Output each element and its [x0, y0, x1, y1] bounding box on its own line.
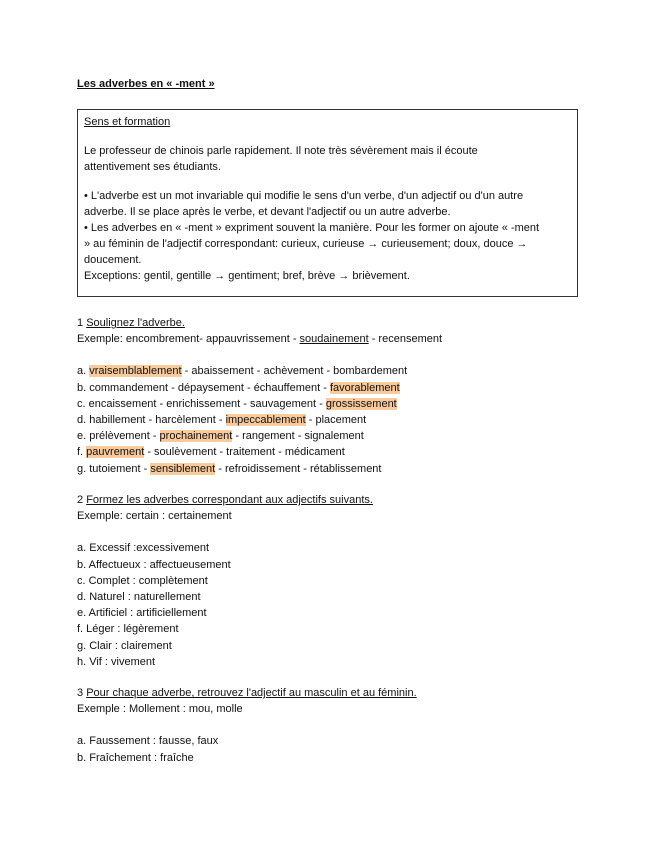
exercise-2-heading: 2 Formez les adverbes correspondant aux adjectifs suivants. — [77, 494, 373, 506]
page-title: Les adverbes en « -ment » — [77, 78, 215, 90]
exercise-2-example: Exemple: certain : certainement — [77, 510, 232, 523]
highlighted-adverb: grossissement — [325, 397, 397, 410]
list-item: f. pauvrement - soulèvement - traitement - médicament — [77, 446, 345, 459]
exercise-3-heading: 3 Pour chaque adverbe, retrouvez l'adjectif au masculin et au féminin. — [77, 687, 417, 699]
box-para2-line: • L'adverbe est un mot invariable qui modifie le sens d'un verbe, d'un adjectif ou d'un autre — [84, 190, 524, 202]
list-item: e. prélèvement - prochainement - rangement - signalement — [77, 430, 364, 443]
box-heading: Sens et formation — [84, 116, 171, 128]
list-item: b. Affectueux : affectueusement — [77, 558, 231, 571]
list-item: g. Clair : clairement — [77, 639, 172, 652]
list-item: a. Excessif :excessivement — [77, 542, 210, 555]
box-para2-line: » au féminin de l'adjectif correspondant: curieux, curieuse → curieusement; doux, douce → — [84, 238, 528, 250]
highlighted-adverb: prochainement — [159, 430, 233, 443]
list-item: c. encaissement - enrichissement - sauvagement - grossissement — [77, 397, 397, 410]
highlighted-adverb: impeccablement — [225, 414, 306, 427]
exercise-2 — [77, 492, 373, 670]
list-item: b. Fraîchement : fraîche — [77, 751, 194, 764]
exercise-3-example: Exemple : Mollement : mou, molle — [77, 703, 243, 716]
box-para2-line: • Les adverbes en « -ment » expriment souvent la manière. Pour les former on ajoute « -ment — [84, 222, 540, 234]
list-item: d. Naturel : naturellement — [77, 591, 201, 604]
list-item: d. habillement - harcèlement - impeccablement - placement — [77, 414, 367, 427]
list-item: a. vraisemblablement - abaissement - achèvement - bombardement — [77, 365, 408, 378]
list-item: c. Complet : complètement — [77, 574, 208, 587]
exercise-1-example: Exemple: encombrement- appauvrissement - soudainement - recensement — [77, 333, 443, 346]
highlighted-adverb: favorablement — [329, 381, 400, 394]
exercise-1 — [77, 315, 442, 477]
list-item: e. Artificiel : artificiellement — [77, 607, 207, 620]
exercise-3 — [77, 685, 417, 766]
highlighted-adverb: sensiblement — [150, 462, 216, 475]
highlighted-adverb: vraisemblablement — [89, 365, 182, 378]
box-para2-line: doucement. — [84, 254, 142, 266]
list-item: b. commandement - dépaysement - échauffement - favorablement — [77, 381, 400, 394]
exercise-1-heading: 1 Soulignez l'adverbe. — [77, 317, 185, 329]
box-para2-line: Exceptions: gentil, gentille → gentiment; bref, brève → brièvement. — [84, 270, 410, 282]
box-para1-line: Le professeur de chinois parle rapidement. Il note très sévèrement mais il écoute — [84, 145, 478, 157]
list-item: g. tutoiement - sensiblement - refroidissement - rétablissement — [77, 462, 382, 475]
box-para1-line: attentivement ses étudiants. — [84, 161, 221, 173]
list-item: h. Vif : vivement — [77, 655, 156, 668]
highlighted-adverb: pauvrement — [86, 446, 145, 459]
info-box — [77, 109, 578, 297]
box-para2-line: adverbe. Il se place après le verbe, et devant l'adjectif ou un autre adverbe. — [84, 206, 451, 218]
list-item: a. Faussement : fausse, faux — [77, 735, 219, 748]
list-item: f. Léger : légèrement — [77, 623, 179, 636]
